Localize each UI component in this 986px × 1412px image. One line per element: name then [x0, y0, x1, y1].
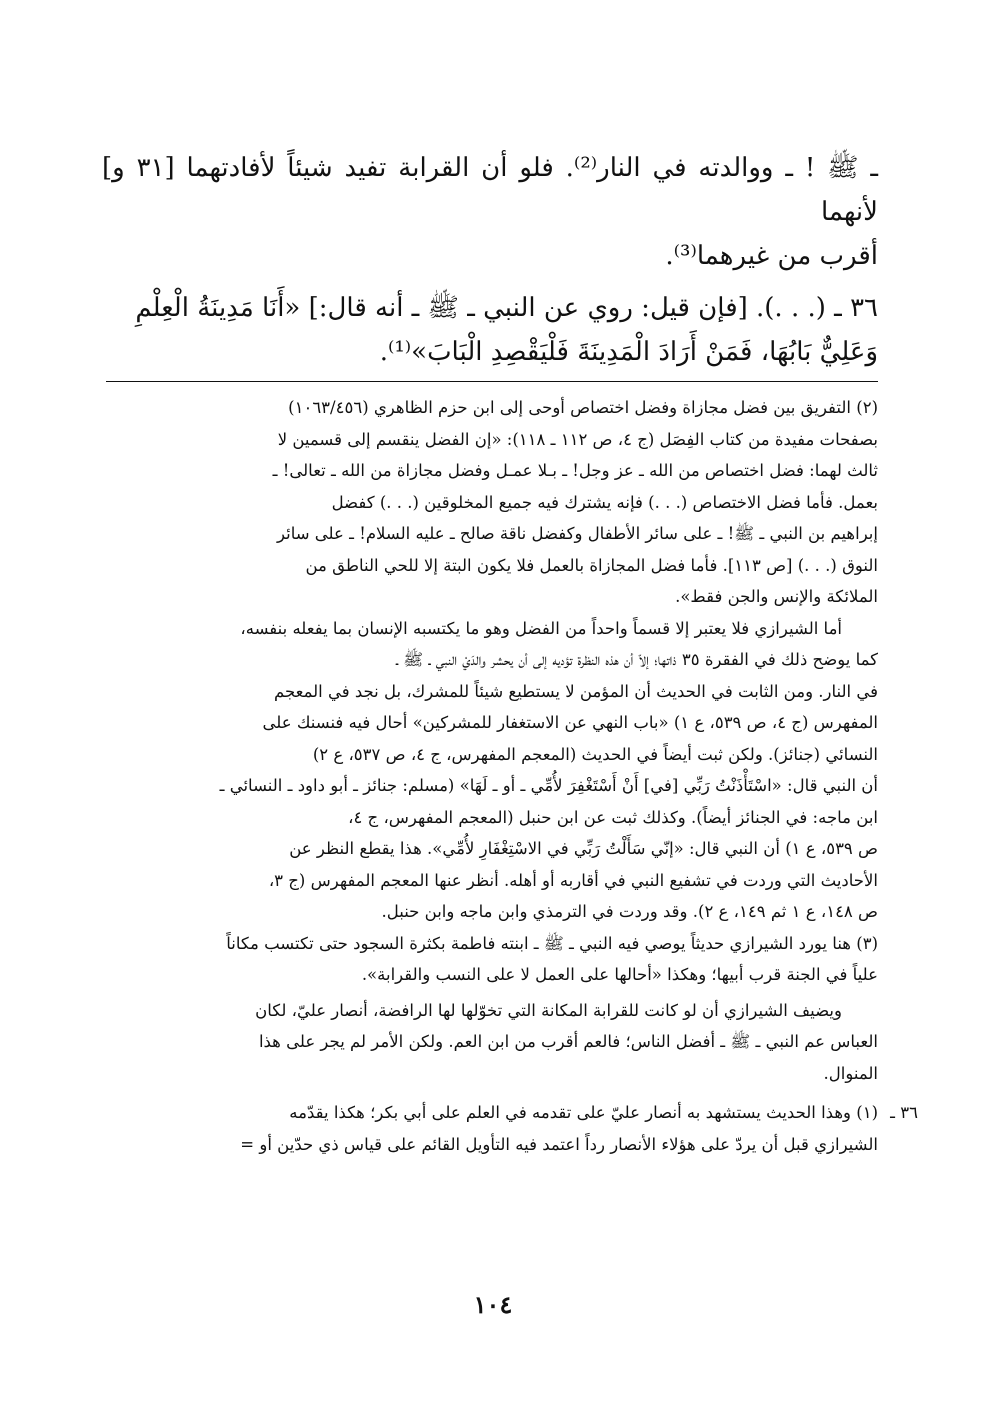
footnote-line: المفهرس (ج ٤، ص ٥٣٩، ع ١) «باب النهي عن الاستغفار للمشركين» أحال فيه فنسنك على	[262, 713, 878, 732]
footnote-line: في النار. ومن الثابت في الحديث أن المؤمن لا يستطيع شيئاً للمشرك، بل نجد في المعجم	[273, 681, 878, 701]
paragraph-36-line: ٣٦ ـ (. . .). [فإن قيل: روي عن النبي ـ ﷺ ـ أنه قال:] «أَنَا مَدِينَةُ الْعِلْمِ	[135, 293, 878, 323]
footnote-line: أما الشيرازي فلا يعتبر إلا قسماً واحداً من الفضل وهو ما يكتسبه الإنسان بما يفعله بنفسه،	[240, 618, 842, 638]
main-text	[102, 146, 878, 374]
main-line: أقرب من غيرهما⁽³⁾.	[665, 241, 878, 271]
footnote-line: أن النبي قال: «اسْتَأْذَنْتُ رَبِّي [في] أَنْ أَسْتَغْفِرَ لأُمِّي ـ أو ـ لَهَا» (مسلم: جنائز ـ أبو داود ـ النسائي ـ	[219, 776, 878, 795]
footnote-3-paragraph-2	[102, 995, 878, 1090]
footnote-line: ابن ماجه: في الجنائز أيضاً). وكذلك ثبت عن ابن حنبل (المعجم المفهرس، ج ٤،	[348, 807, 878, 827]
footnote-line: (١) وهذا الحديث يستشهد به أنصار عليّ على تقدمه في العلم على أبي بكر؛ هكذا يقدّمه	[289, 1103, 878, 1122]
footnote-2	[102, 392, 878, 613]
footnote-line: الملائكة والإنس والجن فقط».	[675, 587, 878, 606]
footnote-line: ويضيف الشيرازي أن لو كانت للقرابة المكانة التي تخوّلها لها الرافضة، أنصار عليّ، لكان	[255, 1000, 842, 1020]
footnote-line: كما يوضح ذلك في الفقرة ٣٥ ذاتها؛ إلاّ أن هذه النظرة تؤديه إلى أن يحشر والدَيْ النبي ـ ﷺ ـ	[396, 650, 878, 669]
footnotes	[102, 392, 918, 1160]
footnote-line: النسائي (جنائز). ولكن ثبت أيضاً في الحديث (المعجم المفهرس، ج ٤، ص ٥٣٧، ع ٢)	[312, 744, 878, 764]
footnote-line: الشيرازي قبل أن يردّ على هؤلاء الأنصار رداً اعتمد فيه التأويل القائم على قياس ذي حدّين أو =	[240, 1134, 878, 1154]
footnote-line: المنوال.	[823, 1063, 878, 1083]
footnote-line: بصفحات مفيدة من كتاب الفِصَل (ج ٤، ص ١١٢ ـ ١١٨): «إن الفضل ينقسم إلى قسمين لا	[277, 429, 878, 449]
footnote-line: (٣) هنا يورد الشيرازي حديثاً يوصي فيه النبي ـ ﷺ ـ ابنته فاطمة بكثرة السجود حتى تكتسب مكاناً	[226, 933, 878, 953]
footnote-paragraph-number: ٣٦ ـ	[890, 1103, 918, 1122]
footnote-separator	[106, 381, 878, 382]
footnote-line: ص ٥٣٩، ع ١) أن النبي قال: «إنّي سَأَلْتُ رَبِّي في الاسْتِغْفَارِ لأُمِّي». هذا يقطع النظر عن	[289, 839, 878, 858]
footnote-line: ص ١٤٨، ع ١ ثم ١٤٩، ع ٢). وقد وردت في الترمذي وابن ماجه وابن حنبل.	[381, 902, 878, 921]
paragraph-36-line: وَعَلِيٌّ بَابُهَا، فَمَنْ أَرَادَ الْمَدِينَةَ فَلْيَقْصِدِ الْبَابَ»⁽¹⁾.	[379, 337, 878, 367]
footnote-3	[102, 928, 878, 991]
main-line: ـ ﷺ ! ـ ووالدته في النار⁽²⁾. فلو أن القرابة تفيد شيئاً لأفادتهما [٣١ و] لأنهما	[102, 153, 878, 227]
footnote-line: النوق (. . .) [ص ١١٣]. فأما فضل المجازاة بالعمل فلا يكون البتة إلا للحي الناطق من	[305, 555, 878, 575]
footnote-line: علياً في الجنة قرب أبيها؛ وهكذا «أحالها على العمل لا على النسب والقرابة».	[361, 965, 878, 984]
footnote-line: (٢) التفريق بين فضل مجازاة وفضل اختصاص أوحى إلى ابن حزم الظاهري (١٠٦٣/٤٥٦)	[288, 398, 878, 417]
footnote-line: بعمل. فأما فضل الاختصاص (. . .) فإنه يشترك فيه جميع المخلوقين (. . .) كفضل	[331, 492, 878, 512]
page-number: ١٠٤	[473, 1290, 513, 1319]
footnote-36-1	[102, 1097, 918, 1160]
footnote-line: إبراهيم بن النبي ـ ﷺ! ـ على سائر الأطفال وكفضل ناقة صالح ـ عليه السلام! ـ على سائر	[277, 524, 878, 543]
footnote-line: الأحاديث التي وردت في تشفيع النبي في أقاربه أو أهله. أنظر عنها المعجم المفهرس (ج ٣،	[268, 870, 878, 890]
footnote-line: ثالث لهما: فضل اختصاص من الله ـ عز وجل! ـ بـلا عمـل وفضل مجازاة من الله ـ تعالى! ـ	[272, 461, 878, 480]
footnote-line: العباس عم النبي ـ ﷺ ـ أفضل الناس؛ فالعم أقرب من ابن العم. ولكن الأمر لم يجر على هذا	[258, 1032, 878, 1051]
footnote-2-paragraph-2	[102, 613, 878, 928]
